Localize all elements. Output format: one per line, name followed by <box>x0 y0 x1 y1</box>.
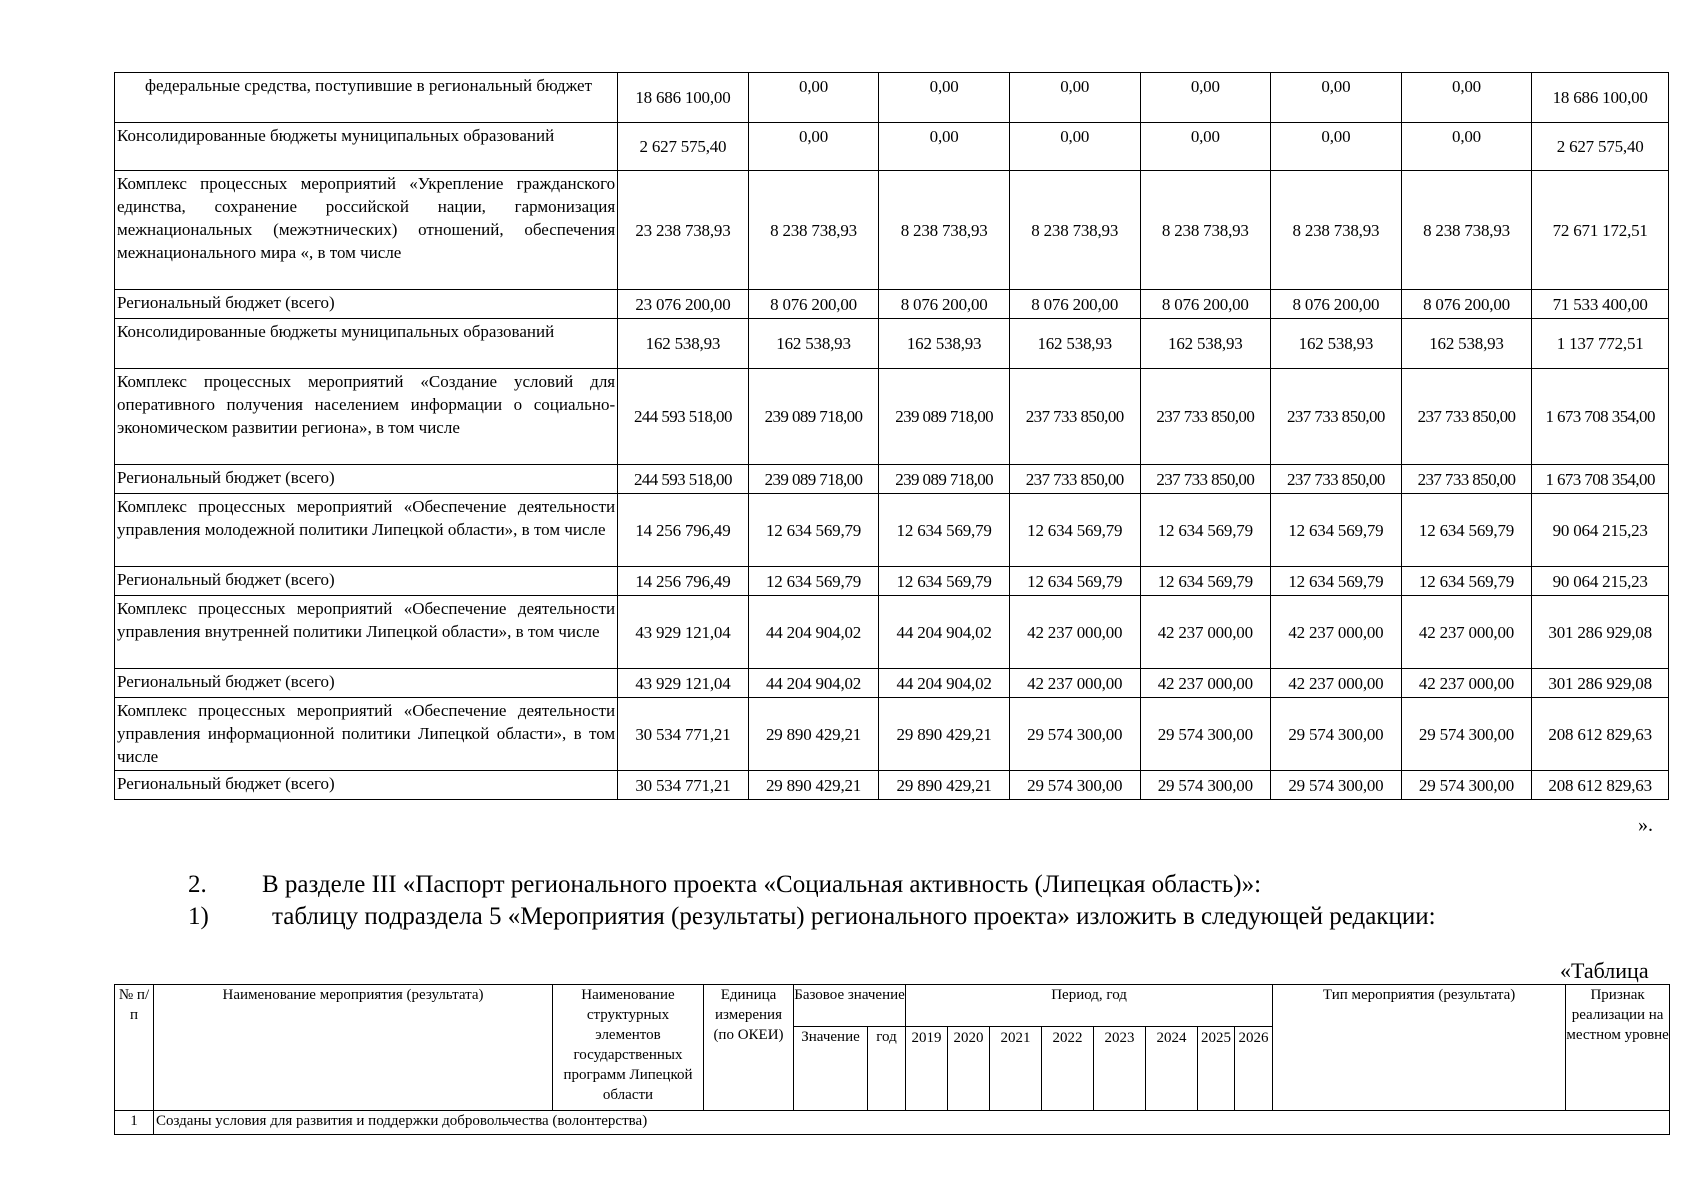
value-cell: 237 733 850,00 <box>1140 465 1271 494</box>
value-cell: 162 538,93 <box>618 319 749 369</box>
row-label: Региональный бюджет (всего) <box>115 771 618 800</box>
value-cell: 8 076 200,00 <box>1140 290 1271 319</box>
header-year: 2021 <box>990 1027 1042 1111</box>
value-cell: 1 673 708 354,00 <box>1532 465 1669 494</box>
row-label: Комплекс процессных мероприятий «Обеспечение деятельности управления молодежной политики Липецкой области», в том числе <box>115 494 618 567</box>
value-cell: 12 634 569,79 <box>1140 494 1271 567</box>
value-cell: 0,00 <box>1271 73 1402 123</box>
value-cell: 30 534 771,21 <box>618 698 749 771</box>
paragraph-text: таблицу подраздела 5 «Мероприятия (результаты) регионального проекта» изложить в следующей редакции: <box>272 903 1436 930</box>
paragraph-number: 1) <box>188 903 209 930</box>
header-name: Наименование мероприятия (результата) <box>154 985 553 1111</box>
value-cell: 237 733 850,00 <box>1271 465 1402 494</box>
row-label: Комплекс процессных мероприятий «Обеспечение деятельности управления информационной политики Липецкой области», в том числе <box>115 698 618 771</box>
value-cell: 42 237 000,00 <box>1009 596 1140 669</box>
table-row <box>115 567 1669 596</box>
value-cell: 0,00 <box>879 73 1010 123</box>
header-year: 2026 <box>1235 1027 1273 1111</box>
value-cell: 43 929 121,04 <box>618 596 749 669</box>
value-cell: 0,00 <box>748 123 879 171</box>
table-row <box>115 290 1669 319</box>
header-base-year: год <box>868 1027 906 1111</box>
value-cell: 0,00 <box>1271 123 1402 171</box>
table-row <box>115 669 1669 698</box>
value-cell: 29 574 300,00 <box>1140 771 1271 800</box>
header-local: Признак реализации на местном уровне <box>1566 985 1670 1111</box>
value-cell: 2 627 575,40 <box>618 123 749 171</box>
table-row <box>115 73 1669 123</box>
value-cell: 237 733 850,00 <box>1009 465 1140 494</box>
value-cell: 0,00 <box>1140 123 1271 171</box>
value-cell: 8 076 200,00 <box>879 290 1010 319</box>
value-cell: 29 574 300,00 <box>1271 698 1402 771</box>
header-year: 2023 <box>1094 1027 1146 1111</box>
header-type: Тип мероприятия (результата) <box>1273 985 1566 1111</box>
paragraph-number: 2. <box>188 871 207 898</box>
value-cell: 42 237 000,00 <box>1140 669 1271 698</box>
header-period: Период, год <box>906 985 1273 1027</box>
value-cell: 239 089 718,00 <box>879 465 1010 494</box>
row-label: Комплекс процессных мероприятий «Создание условий для оперативного получения населением информации о социально-экономическом развитии региона», в том числе <box>115 369 618 465</box>
header-base: Базовое значение <box>794 985 906 1027</box>
value-cell: 44 204 904,02 <box>879 669 1010 698</box>
header-num: № п/п <box>115 985 154 1111</box>
value-cell: 90 064 215,23 <box>1532 567 1669 596</box>
value-cell: 29 890 429,21 <box>879 698 1010 771</box>
value-cell: 29 890 429,21 <box>879 771 1010 800</box>
value-cell: 71 533 400,00 <box>1532 290 1669 319</box>
value-cell: 72 671 172,51 <box>1532 171 1669 290</box>
header-year: 2019 <box>906 1027 948 1111</box>
value-cell: 12 634 569,79 <box>1271 567 1402 596</box>
value-cell: 8 238 738,93 <box>1271 171 1402 290</box>
value-cell: 8 076 200,00 <box>748 290 879 319</box>
value-cell: 8 238 738,93 <box>1401 171 1532 290</box>
value-cell: 12 634 569,79 <box>1140 567 1271 596</box>
value-cell: 12 634 569,79 <box>1009 567 1140 596</box>
value-cell: 29 574 300,00 <box>1271 771 1402 800</box>
value-cell: 42 237 000,00 <box>1140 596 1271 669</box>
value-cell: 90 064 215,23 <box>1532 494 1669 567</box>
value-cell: 44 204 904,02 <box>748 596 879 669</box>
value-cell: 0,00 <box>879 123 1010 171</box>
table-row <box>115 494 1669 567</box>
value-cell: 8 076 200,00 <box>1401 290 1532 319</box>
value-cell: 23 238 738,93 <box>618 171 749 290</box>
header-year: 2024 <box>1146 1027 1198 1111</box>
value-cell: 0,00 <box>1140 73 1271 123</box>
header-row <box>115 985 1670 1027</box>
table-row <box>115 319 1669 369</box>
value-cell: 8 238 738,93 <box>1140 171 1271 290</box>
table-caption: «Таблица <box>1560 958 1649 983</box>
value-cell: 8 238 738,93 <box>879 171 1010 290</box>
header-structural: Наименование структурных элементов государственных программ Липецкой области <box>553 985 704 1111</box>
value-cell: 0,00 <box>1009 73 1140 123</box>
header-year: 2025 <box>1198 1027 1235 1111</box>
row-text: Созданы условия для развития и поддержки добровольчества (волонтерства) <box>154 1111 1670 1135</box>
value-cell: 8 238 738,93 <box>748 171 879 290</box>
value-cell: 237 733 850,00 <box>1401 369 1532 465</box>
table-row <box>115 1111 1670 1135</box>
value-cell: 12 634 569,79 <box>1401 494 1532 567</box>
value-cell: 301 286 929,08 <box>1532 596 1669 669</box>
value-cell: 29 890 429,21 <box>748 771 879 800</box>
value-cell: 244 593 518,00 <box>618 369 749 465</box>
value-cell: 237 733 850,00 <box>1009 369 1140 465</box>
value-cell: 237 733 850,00 <box>1401 465 1532 494</box>
value-cell: 237 733 850,00 <box>1140 369 1271 465</box>
table-row <box>115 771 1669 800</box>
row-label: Комплекс процессных мероприятий «Укрепление гражданского единства, сохранение российской нации, гармонизация межнациональных (межэтнических) отношений, обеспечения межнационального мира «, в том числе <box>115 171 618 290</box>
value-cell: 1 137 772,51 <box>1532 319 1669 369</box>
closing-quote: ». <box>1638 814 1653 836</box>
value-cell: 18 686 100,00 <box>1532 73 1669 123</box>
value-cell: 162 538,93 <box>1401 319 1532 369</box>
value-cell: 14 256 796,49 <box>618 567 749 596</box>
value-cell: 12 634 569,79 <box>879 567 1010 596</box>
value-cell: 12 634 569,79 <box>1271 494 1402 567</box>
value-cell: 162 538,93 <box>879 319 1010 369</box>
row-label: Региональный бюджет (всего) <box>115 290 618 319</box>
value-cell: 42 237 000,00 <box>1401 669 1532 698</box>
value-cell: 8 076 200,00 <box>1271 290 1402 319</box>
value-cell: 42 237 000,00 <box>1271 596 1402 669</box>
value-cell: 2 627 575,40 <box>1532 123 1669 171</box>
paragraph-text: В разделе III «Паспорт регионального проекта «Социальная активность (Липецкая область)»: <box>262 871 1262 898</box>
value-cell: 14 256 796,49 <box>618 494 749 567</box>
value-cell: 8 238 738,93 <box>1009 171 1140 290</box>
header-year: 2022 <box>1042 1027 1094 1111</box>
table-row <box>115 369 1669 465</box>
value-cell: 29 574 300,00 <box>1009 698 1140 771</box>
value-cell: 29 574 300,00 <box>1401 771 1532 800</box>
value-cell: 1 673 708 354,00 <box>1532 369 1669 465</box>
row-label: Консолидированные бюджеты муниципальных образований <box>115 123 618 171</box>
value-cell: 30 534 771,21 <box>618 771 749 800</box>
value-cell: 162 538,93 <box>1271 319 1402 369</box>
header-base-value: Значение <box>794 1027 868 1111</box>
value-cell: 23 076 200,00 <box>618 290 749 319</box>
row-label: федеральные средства, поступившие в региональный бюджет <box>115 73 618 123</box>
value-cell: 162 538,93 <box>1140 319 1271 369</box>
row-label: Комплекс процессных мероприятий «Обеспечение деятельности управления внутренней политики Липецкой области», в том числе <box>115 596 618 669</box>
row-label: Региональный бюджет (всего) <box>115 465 618 494</box>
value-cell: 29 574 300,00 <box>1140 698 1271 771</box>
value-cell: 12 634 569,79 <box>748 494 879 567</box>
table-row <box>115 698 1669 771</box>
value-cell: 29 890 429,21 <box>748 698 879 771</box>
value-cell: 0,00 <box>1009 123 1140 171</box>
value-cell: 0,00 <box>1401 123 1532 171</box>
value-cell: 162 538,93 <box>748 319 879 369</box>
value-cell: 208 612 829,63 <box>1532 698 1669 771</box>
table-row <box>115 596 1669 669</box>
table-row <box>115 123 1669 171</box>
value-cell: 12 634 569,79 <box>879 494 1010 567</box>
value-cell: 43 929 121,04 <box>618 669 749 698</box>
row-label: Региональный бюджет (всего) <box>115 669 618 698</box>
value-cell: 42 237 000,00 <box>1271 669 1402 698</box>
value-cell: 44 204 904,02 <box>879 596 1010 669</box>
table-row <box>115 171 1669 290</box>
value-cell: 42 237 000,00 <box>1401 596 1532 669</box>
table-row <box>115 465 1669 494</box>
value-cell: 301 286 929,08 <box>1532 669 1669 698</box>
value-cell: 42 237 000,00 <box>1009 669 1140 698</box>
value-cell: 44 204 904,02 <box>748 669 879 698</box>
value-cell: 239 089 718,00 <box>879 369 1010 465</box>
value-cell: 237 733 850,00 <box>1271 369 1402 465</box>
value-cell: 239 089 718,00 <box>748 369 879 465</box>
value-cell: 29 574 300,00 <box>1401 698 1532 771</box>
value-cell: 12 634 569,79 <box>1009 494 1140 567</box>
header-unit: Единица измерения (по ОКЕИ) <box>704 985 794 1111</box>
events-table <box>114 984 1670 1135</box>
finance-table <box>114 72 1669 800</box>
value-cell: 0,00 <box>1401 73 1532 123</box>
value-cell: 239 089 718,00 <box>748 465 879 494</box>
value-cell: 244 593 518,00 <box>618 465 749 494</box>
value-cell: 0,00 <box>748 73 879 123</box>
value-cell: 162 538,93 <box>1009 319 1140 369</box>
value-cell: 12 634 569,79 <box>748 567 879 596</box>
row-label: Консолидированные бюджеты муниципальных образований <box>115 319 618 369</box>
value-cell: 12 634 569,79 <box>1401 567 1532 596</box>
value-cell: 18 686 100,00 <box>618 73 749 123</box>
value-cell: 208 612 829,63 <box>1532 771 1669 800</box>
value-cell: 29 574 300,00 <box>1009 771 1140 800</box>
header-year: 2020 <box>948 1027 990 1111</box>
row-label: Региональный бюджет (всего) <box>115 567 618 596</box>
row-num: 1 <box>115 1111 154 1135</box>
value-cell: 8 076 200,00 <box>1009 290 1140 319</box>
